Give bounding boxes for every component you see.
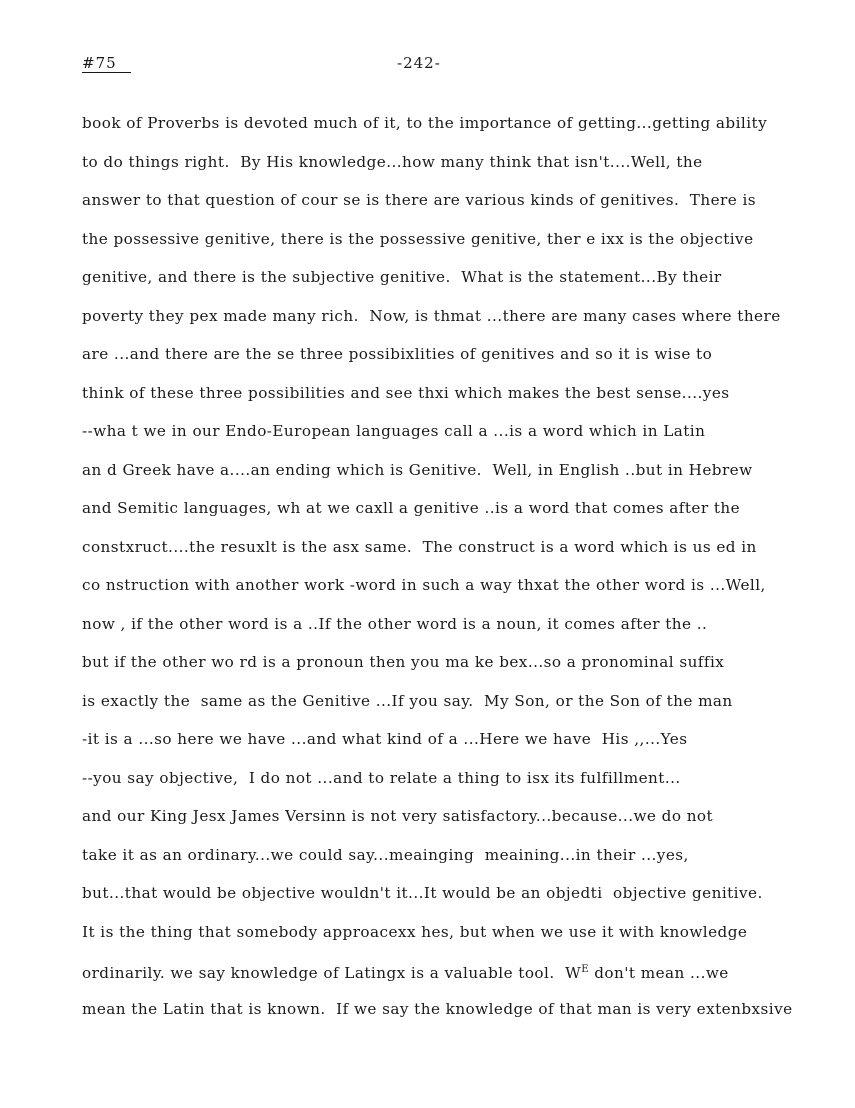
- text-line-part: ordinarily. we say knowledge of Latingx is a valuable tool. W: [82, 964, 582, 982]
- text-line: poverty they pex made many rich. Now, is thmat ...there are many cases where there: [82, 306, 781, 325]
- text-line: and Semitic languages, wh at we caxll a genitive ..is a word that comes after the: [82, 499, 741, 517]
- text-line: now , if the other word is a ..If the other word is a noun, it comes after the ..: [82, 614, 708, 633]
- page-header: [0, 54, 855, 78]
- text-line: take it as an ordinary...we could say...meainging meaining...in their ...yes,: [82, 845, 689, 864]
- text-line: co nstruction with another work -word in such a way thxat the other word is ...Well,: [82, 576, 766, 594]
- text-line: answer to that question of cour se is there are various kinds of genitives. There is: [82, 191, 757, 209]
- text-line: genitive, and there is the subjective genitive. What is the statement...By their: [82, 268, 722, 286]
- transcript-body: [82, 112, 842, 1036]
- text-line: --you say objective, I do not ...and to relate a thing to isx its fulfillment...: [82, 768, 681, 787]
- text-line: the possessive genitive, there is the possessive genitive, ther e ixx is the objective: [82, 229, 754, 248]
- text-line: mean the Latin that is known. If we say the knowledge of that man is very extenbxsive: [82, 999, 793, 1018]
- text-line: -it is a ...so here we have ...and what kind of a ...Here we have His ,,...Yes: [82, 730, 688, 748]
- text-line: are ...and there are the se three possibixlities of genitives and so it is wise to: [82, 345, 713, 363]
- text-line-part: don't mean ...we: [588, 964, 729, 982]
- text-line: --wha t we in our Endo-European languages call a ...is a word which in Latin: [82, 422, 706, 440]
- text-line: an d Greek have a....an ending which is Genitive. Well, in English ..but in Hebrew: [82, 460, 753, 479]
- text-line: book of Proverbs is devoted much of it, to the importance of getting...getting ability: [82, 114, 768, 132]
- page-number: -242-: [397, 54, 441, 72]
- superscript-e: E: [581, 964, 589, 975]
- document-id: #75: [82, 54, 131, 73]
- text-line: to do things right. By His knowledge...how many think that isn't....Well, the: [82, 152, 703, 171]
- text-line: is exactly the same as the Genitive ...If you say. My Son, or the Son of the man: [82, 691, 733, 710]
- text-line: but...that would be objective wouldn't it...It would be an objedti objective genitive.: [82, 884, 763, 902]
- text-line: constxruct....the resuxlt is the asx same. The construct is a word which is us ed in: [82, 537, 757, 556]
- text-line: It is the thing that somebody approacexx hes, but when we use it with knowledge: [82, 922, 748, 941]
- text-line: but if the other wo rd is a pronoun then you ma ke bex...so a pronominal suffix: [82, 653, 725, 671]
- text-line: think of these three possibilities and see thxi which makes the best sense....yes: [82, 383, 730, 402]
- text-line: and our King Jesx James Versinn is not very satisfactory...because...we do not: [82, 807, 714, 825]
- text-line: [82, 959, 842, 998]
